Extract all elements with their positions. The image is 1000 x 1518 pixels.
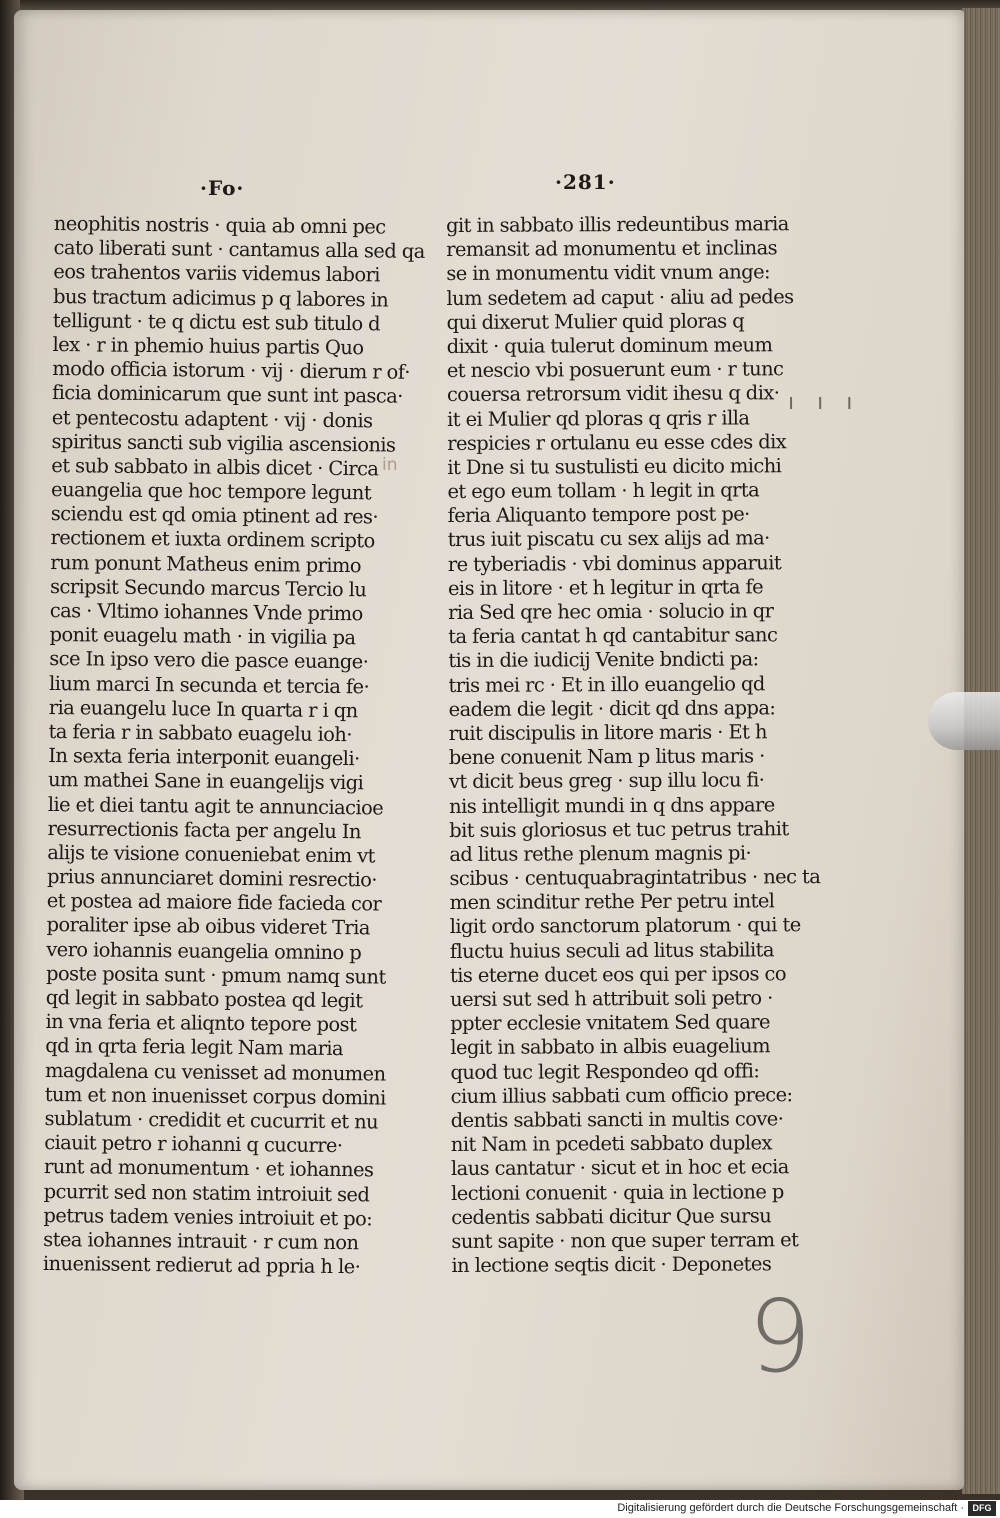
text-line: rectionem et iuxta ordinem scripto: [50, 526, 375, 553]
text-line: remansit ad monumentu et inclinas: [446, 236, 778, 262]
text-line: inuenissent redierut ad ppria h le·: [42, 1252, 361, 1279]
text-line: lium marci In secunda et tercia fe·: [48, 671, 370, 698]
text-line: eadem die legit · dicit qd dns appa:: [448, 696, 776, 721]
text-line: runt ad monumentum · et iohannes: [43, 1155, 374, 1182]
text-line: ruit discipulis in litore maris · Et h: [448, 720, 767, 745]
text-line: cato liberati sunt · cantamus alla sed qa: [53, 236, 425, 264]
text-line: ria euangelu luce In quarta r i qn: [48, 695, 358, 722]
text-line: uersi sut sed h attribuit soli petro ·: [450, 986, 773, 1011]
footer-bar: [0, 1500, 1000, 1518]
text-line: vt dicit beus greg · sup illu locu fi·: [448, 768, 765, 794]
text-line: euangelia que hoc tempore legunt: [50, 478, 372, 505]
text-line: ppter ecclesie vnitatem Sed quare: [450, 1010, 770, 1036]
text-line: git in sabbato illis redeuntibus maria: [446, 212, 789, 237]
text-line: sce In ipso vero die pasce euange·: [49, 647, 369, 674]
text-line: et postea ad maiore fide facieda cor: [46, 889, 382, 916]
text-line: it Dne si tu sustulisti eu dicito michi: [447, 454, 782, 479]
text-line: um mathei Sane in euangelijs vigi: [47, 768, 364, 795]
text-line: lie et diei tantu agit te annunciacioe: [47, 792, 384, 819]
text-line: couersa retrorsum vidit ihesu q dix·: [446, 381, 780, 407]
text-line: vero iohannis euangelia omnino p: [46, 937, 362, 964]
text-line: it ei Mulier qd ploras q qris r illa: [447, 405, 750, 431]
running-header: ·Fo·: [200, 176, 245, 200]
text-line: et nescio vbi posuerunt eum · r tunc: [446, 357, 784, 383]
text-line: tis eterne ducet eos qui per ipsos co: [449, 962, 787, 987]
text-line: et pentecostu adaptent · vij · donis: [51, 405, 373, 432]
marginal-strokes: ı ı ı: [788, 390, 861, 415]
text-line: qd in qrta feria legit Nam maria: [45, 1034, 344, 1061]
text-line: ponit euagelu math · in vigilia pa: [49, 623, 356, 650]
text-line: legit in sabbato in albis euagelium: [450, 1034, 771, 1060]
text-line: fluctu huius seculi ad litus stabilita: [449, 937, 774, 963]
text-line: in lectione seqtis dicit · Deponetes: [451, 1252, 772, 1278]
text-line: eis in litore · et h legitur in qrta fe: [447, 575, 764, 600]
text-line: bus tractum adicimus p q labores in: [52, 284, 389, 312]
text-line: et sub sabbato in albis dicet · Circa: [51, 453, 379, 481]
text-line: ria Sed qre hec omia · solucio in qr: [448, 599, 774, 624]
text-line: dentis sabbati sancti in multis cove·: [450, 1107, 784, 1132]
text-line: stea iohannes intrauit · r cum non: [43, 1227, 359, 1255]
text-line: sublatum · credidit et cucurrit et nu: [44, 1106, 379, 1134]
text-line: alijs te visione conueniebat enim vt: [47, 840, 375, 868]
signature-mark: 9: [748, 1278, 812, 1395]
text-line: modo officia istorum · vij · dierum r of·: [52, 357, 411, 384]
text-line: telligunt · te q dictu est sub titulo d: [52, 308, 381, 336]
text-line: poste posita sunt · pmum namq sunt: [45, 961, 386, 989]
text-line: ciauit petro r iohanni q cucurre·: [44, 1131, 343, 1158]
text-line: re tyberiadis · vbi dominus apparuit: [447, 550, 782, 576]
text-line: in vna feria et aliqnto tepore post: [45, 1010, 357, 1037]
folio-number: ·281·: [555, 170, 616, 194]
text-line: prius annunciaret domini resrectio·: [46, 865, 378, 892]
text-line: et ego eum tollam · h legit in qrta: [447, 478, 760, 504]
text-line: cedentis sabbati dicitur Que sursu: [451, 1203, 772, 1229]
text-line: rum ponunt Matheus enim primo: [50, 550, 362, 577]
text-line: lectioni conuenit · quia in lectione p: [451, 1179, 784, 1205]
text-line: magdalena cu venisset ad monumen: [44, 1058, 386, 1086]
text-line: ta feria cantat h qd cantabitur sanc: [448, 623, 778, 649]
text-line: spiritus sancti sub vigilia ascensionis: [51, 429, 396, 457]
marginal-note: in: [382, 455, 398, 475]
text-line: ad litus rethe plenum magnis pi·: [449, 841, 752, 866]
text-line: dixit · quia tulerut dominum meum: [446, 333, 773, 358]
text-line: ficia dominicarum que sunt int pasca·: [51, 381, 403, 408]
text-line: qd legit in sabbato postea qd legit: [45, 985, 363, 1013]
text-line: lum sedetem ad caput · aliu ad pedes: [446, 284, 794, 310]
text-line: poraliter ipse ab oibus videret Tria: [46, 913, 370, 940]
text-column-right: [446, 212, 821, 1278]
text-line: se in monumentu vidit vnum ange:: [446, 260, 771, 286]
text-line: nis intelligit mundi in q dns appare: [449, 792, 775, 818]
footer-credit: Digitalisierung gefördert durch die Deutsche Forschungsgemeinschaft ·: [617, 1502, 964, 1514]
text-line: petrus tadem venies introiuit et po:: [43, 1203, 373, 1231]
text-line: cas · Vltimo iohannes Vnde primo: [49, 598, 363, 626]
text-line: tis in die iudicij Venite bndicti pa:: [448, 647, 759, 673]
text-line: ligit ordo sanctorum platorum · qui te: [449, 913, 801, 939]
text-line: eos trahentos variis videmus labori: [53, 260, 381, 287]
text-line: men scinditur rethe Per petru intel: [449, 889, 775, 915]
dfg-logo: DFG: [968, 1501, 996, 1516]
page-stack-right: [962, 8, 1000, 1494]
text-line: sunt sapite · non que super terram et: [451, 1228, 799, 1253]
text-line: bene conuenit Nam p litus maris ·: [448, 744, 765, 770]
text-line: resurrectionis facta per angelu In: [47, 816, 362, 843]
text-line: In sexta feria interponit euangeli·: [48, 744, 360, 771]
text-line: feria Aliquanto tempore post pe·: [447, 502, 750, 528]
text-line: sciendu est qd omia ptinent ad res·: [50, 502, 379, 529]
text-line: quod tuc legit Respondeo qd offi:: [450, 1058, 760, 1084]
text-line: qui dixerut Mulier quid ploras q: [446, 309, 745, 334]
text-line: neophitis nostris · quia ab omni pec: [53, 212, 386, 239]
text-line: bit suis gloriosus et tuc petrus trahit: [449, 816, 789, 842]
text-line: nit Nam in pcedeti sabbato duplex: [450, 1131, 772, 1157]
text-line: pcurrit sed non statim introiuit sed: [43, 1179, 370, 1206]
text-line: tris mei rc · Et in illo euangelio qd: [448, 671, 765, 697]
text-column-left: [42, 212, 425, 1280]
text-line: ta feria r in sabbato euagelu ioh·: [48, 719, 353, 747]
bookmark-tab: [928, 692, 1000, 750]
text-line: scripsit Secundo marcus Tercio lu: [49, 574, 367, 602]
text-line: laus cantatur · sicut et in hoc et ecia: [450, 1155, 789, 1181]
text-line: respicies r ortulanu eu esse cdes dix: [447, 429, 787, 455]
text-line: trus iuit piscatu cu sex alijs ad ma·: [447, 526, 770, 552]
text-line: scibus · centuquabragintatribus · nec ta: [449, 865, 821, 891]
text-line: lex · r in phemio huius partis Quo: [52, 332, 364, 360]
text-line: tum et non inuenisset corpus domini: [44, 1082, 386, 1110]
text-line: cium illius sabbati cum officio prece:: [450, 1082, 793, 1108]
